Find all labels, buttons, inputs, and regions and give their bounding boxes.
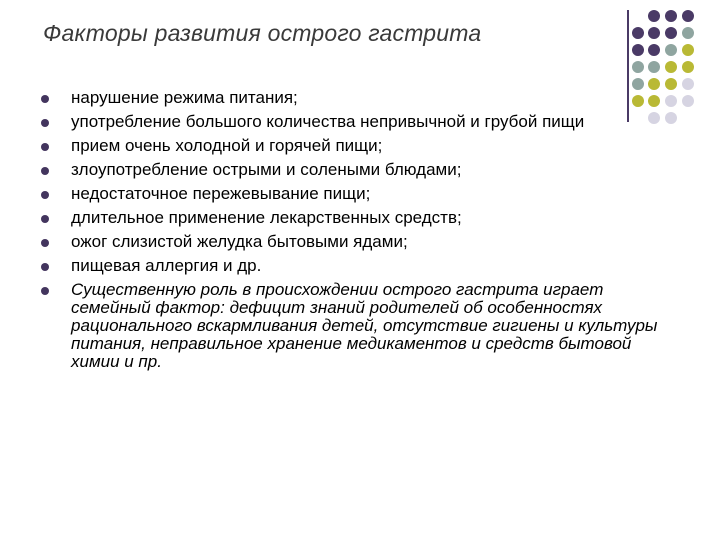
list-item-text: недостаточное пережевывание пищи; <box>71 184 371 203</box>
list-item <box>38 209 678 227</box>
decorative-dot <box>632 61 644 73</box>
factors-list <box>38 89 678 371</box>
decorative-dot <box>665 27 677 39</box>
list-item <box>38 89 678 107</box>
list-item-text: ожог слизистой желудка бытовыми ядами; <box>71 232 408 251</box>
bullet-icon <box>41 167 49 175</box>
slide-title: Факторы развития острого гастрита <box>43 20 482 46</box>
decorative-dot <box>648 27 660 39</box>
list-item-text: нарушение режима питания; <box>71 88 298 107</box>
list-item <box>38 161 678 179</box>
list-item <box>38 185 678 203</box>
decorative-dot <box>682 10 694 22</box>
decorative-dot <box>665 44 677 56</box>
list-item-text: прием очень холодной и горячей пищи; <box>71 136 383 155</box>
bullet-icon <box>41 263 49 271</box>
decorative-dot <box>682 95 694 107</box>
bullet-icon <box>41 143 49 151</box>
bullet-icon <box>41 215 49 223</box>
decorative-dot <box>648 61 660 73</box>
list-item-text: длительное применение лекарственных средств; <box>71 208 462 227</box>
list-item <box>38 137 678 155</box>
bullet-icon <box>41 287 49 295</box>
decorative-dot <box>632 44 644 56</box>
decorative-dot <box>665 61 677 73</box>
decorative-dot <box>648 10 660 22</box>
list-item <box>38 257 678 275</box>
list-item-text: злоупотребление острыми и солеными блюдами; <box>71 160 462 179</box>
list-item <box>38 233 678 251</box>
bullet-icon <box>41 119 49 127</box>
list-item-text: Существенную роль в происхождении острого гастрита играет семейный фактор: дефицит знаний родителей об особенностях рационального вскармливания детей, отсутствие гигиены и культуры питания, неправильное хранение медикаментов и средств бытовой химии и пр. <box>71 280 658 371</box>
decorative-dot <box>682 44 694 56</box>
list-item <box>38 281 678 371</box>
bullet-icon <box>41 95 49 103</box>
decorative-dot <box>648 44 660 56</box>
decorative-dot <box>665 10 677 22</box>
decorative-dot <box>682 61 694 73</box>
decorative-dot <box>682 78 694 90</box>
bullet-icon <box>41 239 49 247</box>
decorative-dot <box>682 27 694 39</box>
list-item-text: пищевая аллергия и др. <box>71 256 262 275</box>
list-item <box>38 113 678 131</box>
list-item-text: употребление большого количества непривычной и грубой пищи <box>71 112 585 131</box>
decorative-dot <box>632 27 644 39</box>
bullet-icon <box>41 191 49 199</box>
